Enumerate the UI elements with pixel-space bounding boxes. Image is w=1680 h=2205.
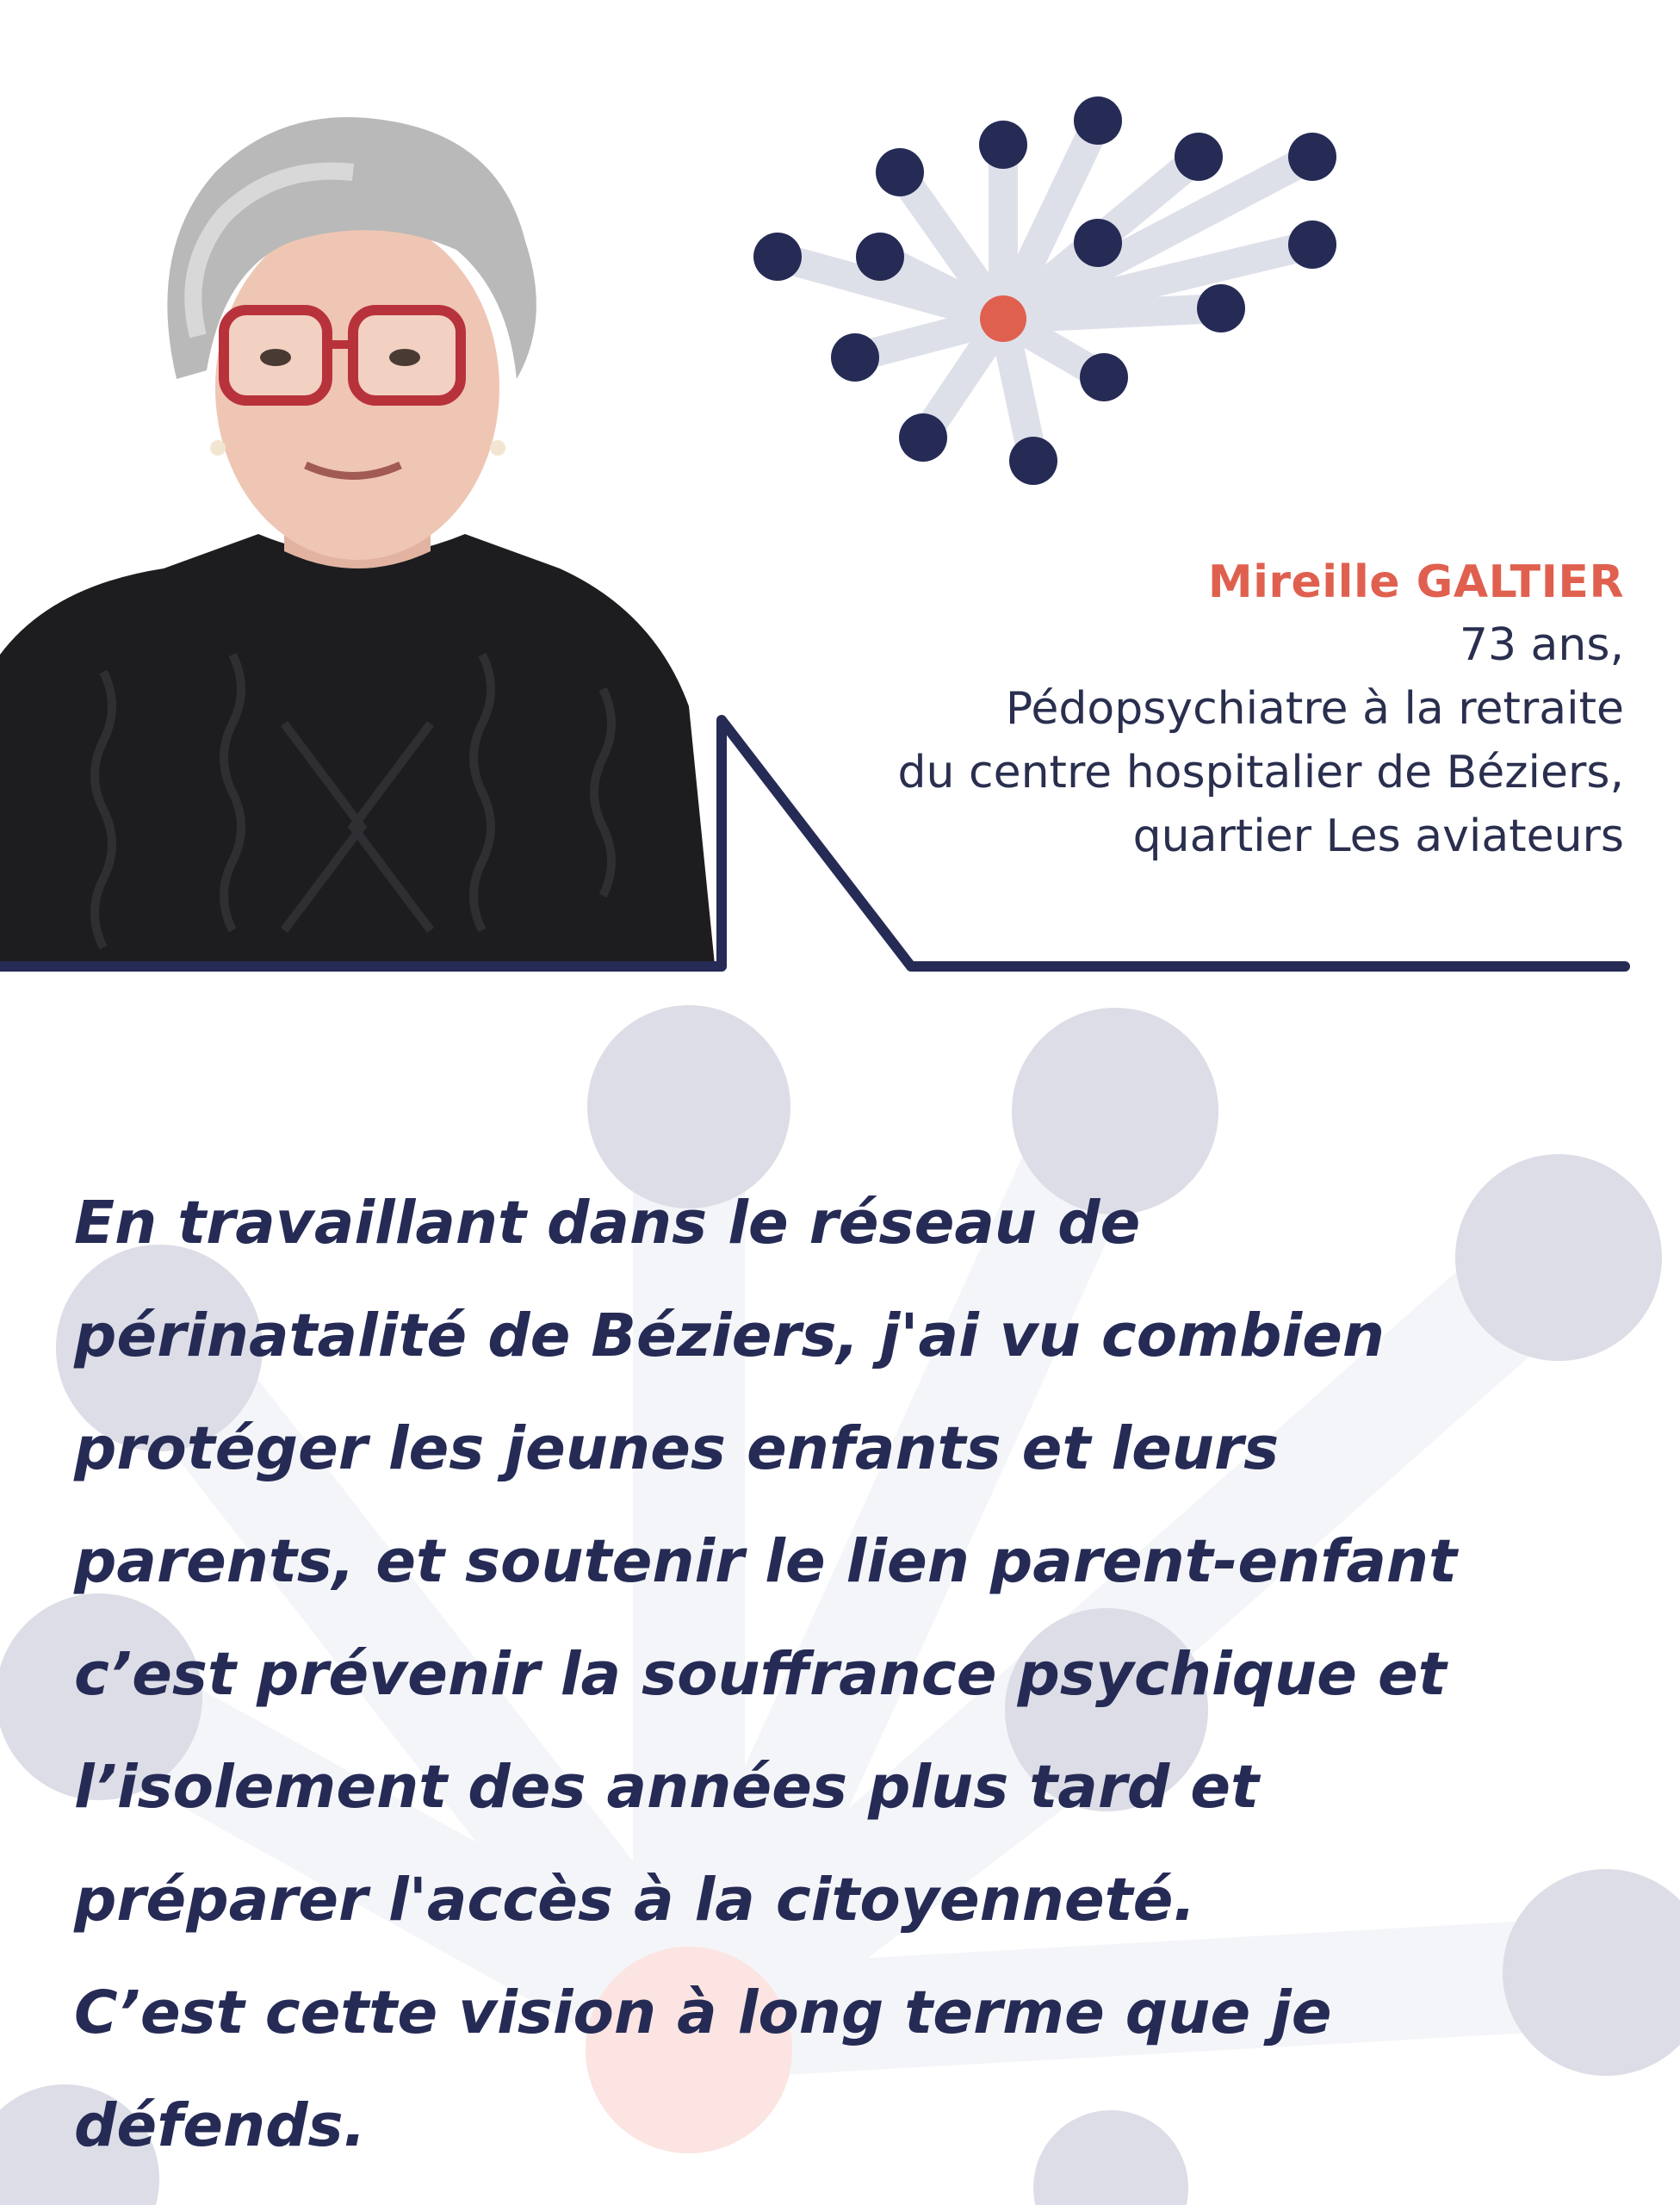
quote-line: périnatalité de Béziers, j'ai vu combien — [74, 1301, 1386, 1370]
testimonial-quote — [74, 1167, 1624, 2183]
quote-line: protéger les jeunes enfants et leurs — [74, 1414, 1280, 1483]
person-role-line-3: quartier Les aviateurs — [1132, 811, 1624, 862]
person-bio — [677, 551, 1624, 868]
quote-line: défends. — [74, 2091, 366, 2160]
quote-line: En travaillant dans le réseau de — [74, 1189, 1141, 1258]
person-role-line-1: Pédopsychiatre à la retraite — [1005, 683, 1624, 735]
quote-line: parents, et soutenir le lien parent-enfant — [74, 1527, 1458, 1596]
quote-line: c’est prévenir la souffrance psychique et — [74, 1640, 1447, 1709]
quote-line: préparer l'accès à la citoyenneté. — [74, 1866, 1196, 1935]
quote-line: C’est cette vision à long terme que je — [74, 1978, 1332, 2047]
person-role-line-2: du centre hospitalier de Béziers, — [897, 747, 1624, 798]
quote-line: l’isolement des années plus tard et — [74, 1753, 1260, 1822]
person-name: Mireille GALTIER — [1207, 556, 1624, 608]
person-age: 73 ans, — [1459, 619, 1624, 671]
